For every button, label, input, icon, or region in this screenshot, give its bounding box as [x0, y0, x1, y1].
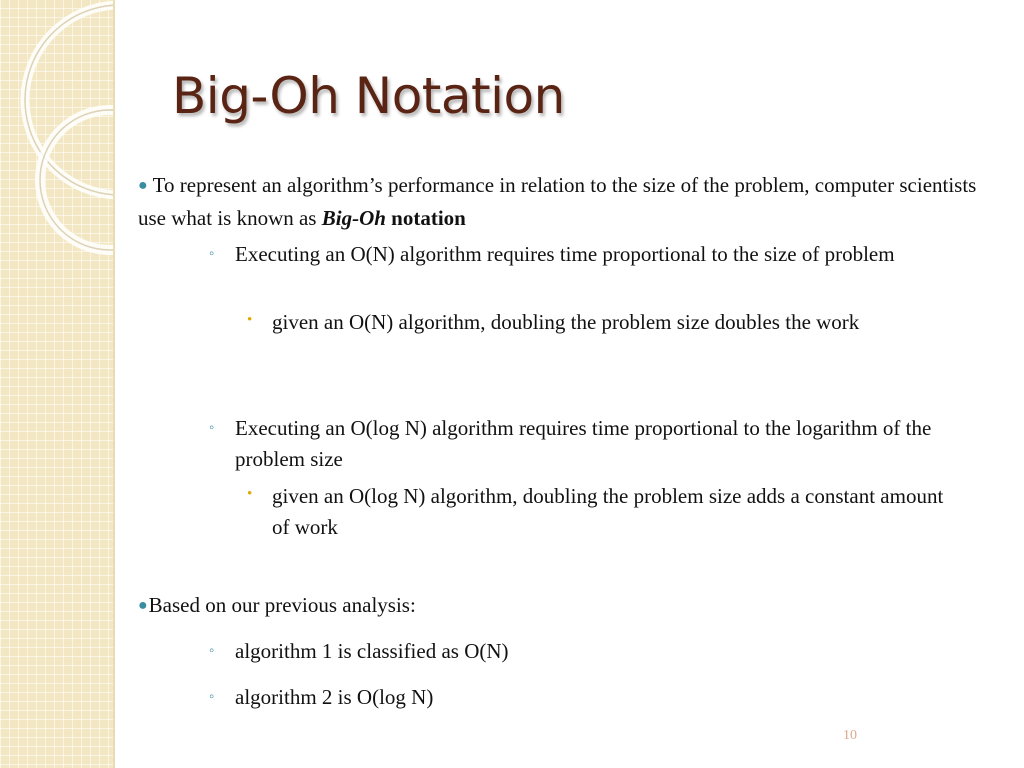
intro-text: To represent an algorithm’s performance in relation to the size of the problem, computer scientists use what is known as [138, 173, 977, 230]
bullet-big-oh-intro [138, 170, 978, 234]
on-text: Executing an O(N) algorithm requires time proportional to the size of problem [235, 242, 895, 266]
small-dot-icon: • [247, 312, 253, 328]
ring-bullet-icon: ◦ [209, 420, 215, 436]
bullet-dot-icon: ● [138, 597, 148, 614]
big-oh-term: Big-Oh [321, 206, 386, 230]
bullet-on-detail [247, 307, 962, 338]
ring-bullet-icon: ◦ [209, 689, 215, 705]
bullet-olog-detail [247, 481, 962, 543]
bullet-algorithm-1 [209, 636, 975, 667]
notation-term: notation [385, 206, 466, 230]
ring-bullet-icon: ◦ [209, 246, 215, 262]
bullet-dot-icon: ● [138, 177, 148, 194]
olog-text: Executing an O(log N) algorithm requires time proportional to the logarithm of the problem size [235, 416, 932, 471]
analysis-text: Based on our previous analysis: [148, 593, 416, 617]
on-detail-text: given an O(N) algorithm, doubling the problem size doubles the work [272, 310, 860, 334]
bullet-on-algorithm [209, 239, 975, 270]
bullet-analysis [138, 590, 978, 623]
decorative-rings [0, 0, 113, 768]
alg2-text: algorithm 2 is O(log N) [235, 685, 434, 709]
ring-bullet-icon: ◦ [209, 643, 215, 659]
bullet-algorithm-2 [209, 682, 975, 713]
alg1-text: algorithm 1 is classified as O(N) [235, 639, 509, 663]
slide-number: 10 [843, 728, 857, 743]
small-dot-icon: • [247, 486, 253, 502]
bullet-olog-algorithm [209, 413, 975, 475]
olog-detail-text: given an O(log N) algorithm, doubling the problem size adds a constant amount of work [272, 484, 944, 539]
slide-title: Big-Oh Notation [172, 67, 565, 125]
decorative-sidebar [0, 0, 115, 768]
